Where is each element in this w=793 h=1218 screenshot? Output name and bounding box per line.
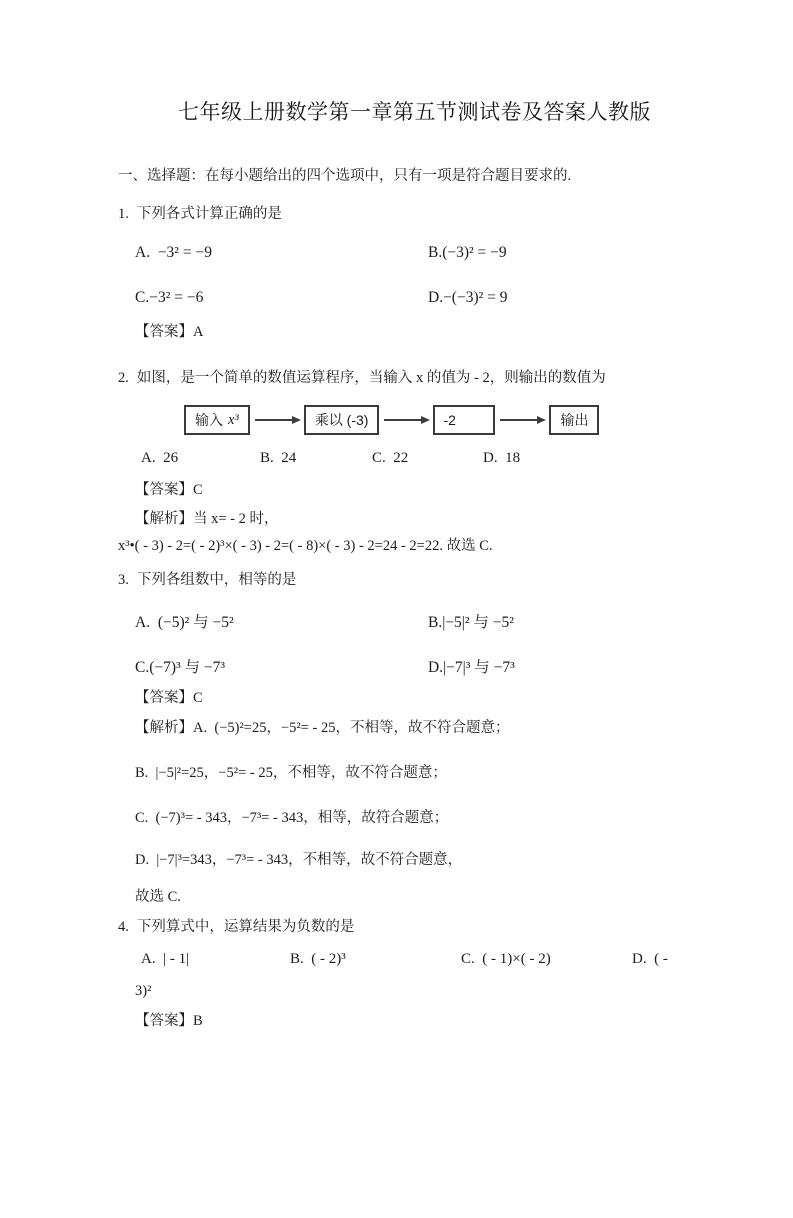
q2-analysis-line-1	[135, 509, 693, 529]
document-page	[0, 96, 793, 1218]
q4-option-a: A. | - 1|	[141, 951, 190, 967]
q4-option-d: D. ( -	[632, 951, 668, 967]
flow-box-subtract: -2	[433, 405, 495, 435]
q2-answer-value: C	[193, 482, 203, 498]
q2-analysis-calculation: x³•( - 3) - 2=( - 2)³×( - 3) - 2=( - 8)×( - 3) - 2=24 - 2=22. 故选 C.	[118, 538, 493, 554]
q3-analysis-line-d: D. |−7|³=343，−7³= - 343，不相等，故不符合题意，	[135, 852, 463, 868]
question-3-stem: 下列各组数中，相等的是	[136, 572, 297, 588]
answer-label: 【答案】	[135, 690, 193, 706]
question-4-options	[141, 947, 693, 971]
question-1-text	[118, 204, 693, 224]
q3-answer-line	[135, 688, 693, 708]
section-heading: 一、选择题：在每小题给出的四个选项中，只有一项是符合题目要求的.	[118, 168, 572, 184]
q2-analysis-intro: 当 x= - 2 时，	[193, 511, 279, 527]
flow-box-output: 输出	[549, 405, 599, 435]
flow-box-multiply: 乘以 (-3)	[304, 405, 380, 435]
question-1	[118, 204, 693, 342]
q1-option-a: A. −3² = −9	[135, 243, 212, 261]
flow-box-input	[184, 405, 250, 435]
question-4	[118, 917, 693, 1031]
question-1-stem: 下列各式计算正确的是	[136, 206, 282, 222]
arrow-right-icon	[384, 419, 428, 421]
question-3-number: 3.	[118, 572, 129, 588]
question-2-text	[118, 368, 693, 388]
question-4-stem: 下列算式中，运算结果为负数的是	[136, 919, 355, 935]
q1-option-b: B.(−3)² = −9	[428, 243, 507, 261]
answer-label: 【答案】	[135, 482, 193, 498]
q3-option-c: C.(−7)³ 与 −7³	[135, 658, 226, 676]
flowchart	[184, 404, 693, 436]
q4-option-b: B. ( - 2)³	[290, 951, 346, 967]
question-3	[118, 570, 693, 907]
question-2-options	[141, 448, 693, 468]
question-2	[118, 368, 693, 556]
question-4-text	[118, 917, 693, 937]
q4-answer-line	[135, 1011, 693, 1031]
analysis-label: 【解析】	[135, 720, 193, 736]
q2-option-c: C. 22	[372, 450, 409, 466]
question-1-number: 1.	[118, 206, 129, 222]
arrow-right-icon	[255, 419, 299, 421]
document-title: 七年级上册数学第一章第五节测试卷及答案人教版	[178, 100, 651, 124]
flow-input-variable: x³	[228, 412, 239, 428]
q3-option-d: D.|−7|³ 与 −7³	[428, 658, 515, 676]
question-3-text	[118, 570, 693, 590]
flow-input-label: 输入	[195, 412, 223, 428]
question-1-options	[135, 230, 693, 320]
q3-option-a: A. (−5)² 与 −5²	[135, 613, 234, 631]
q2-option-a: A. 26	[141, 450, 179, 466]
answer-label: 【答案】	[135, 324, 193, 340]
arrow-right-icon	[500, 419, 544, 421]
question-2-stem: 如图，是一个简单的数值运算程序，当输入 x 的值为 - 2，则输出的数值为	[136, 370, 606, 386]
q3-answer-value: C	[193, 690, 203, 706]
q1-option-d: D.−(−3)² = 9	[428, 288, 508, 306]
question-3-options	[135, 598, 693, 688]
q3-analysis-line-c: C. (−7)³= - 343，−7³= - 343，相等，故符合题意；	[135, 810, 449, 826]
q1-answer-line	[135, 322, 693, 342]
q3-analysis-conclusion: 故选 C.	[135, 889, 181, 905]
q2-answer-line	[135, 480, 693, 500]
q1-answer-value: A	[193, 324, 204, 340]
analysis-label: 【解析】	[135, 511, 193, 527]
q2-option-b: B. 24	[260, 450, 297, 466]
question-2-number: 2.	[118, 370, 129, 386]
q3-analysis-line-a	[135, 718, 693, 738]
q4-option-d-wrap: 3)²	[135, 983, 152, 999]
q2-option-d: D. 18	[483, 450, 521, 466]
q3-analysis-line-b: B. |−5|²=25，−5²= - 25，不相等，故不符合题意；	[135, 765, 447, 781]
q3-analysis-a: A. (−5)²=25，−5²= - 25，不相等，故不符合题意；	[193, 720, 510, 736]
q3-option-b: B.|−5|² 与 −5²	[428, 613, 514, 631]
answer-label: 【答案】	[135, 1013, 193, 1029]
q4-option-c: C. ( - 1)×( - 2)	[461, 951, 551, 967]
q4-answer-value: B	[193, 1013, 203, 1029]
q1-option-c: C.−3² = −6	[135, 288, 204, 306]
question-4-number: 4.	[118, 919, 129, 935]
